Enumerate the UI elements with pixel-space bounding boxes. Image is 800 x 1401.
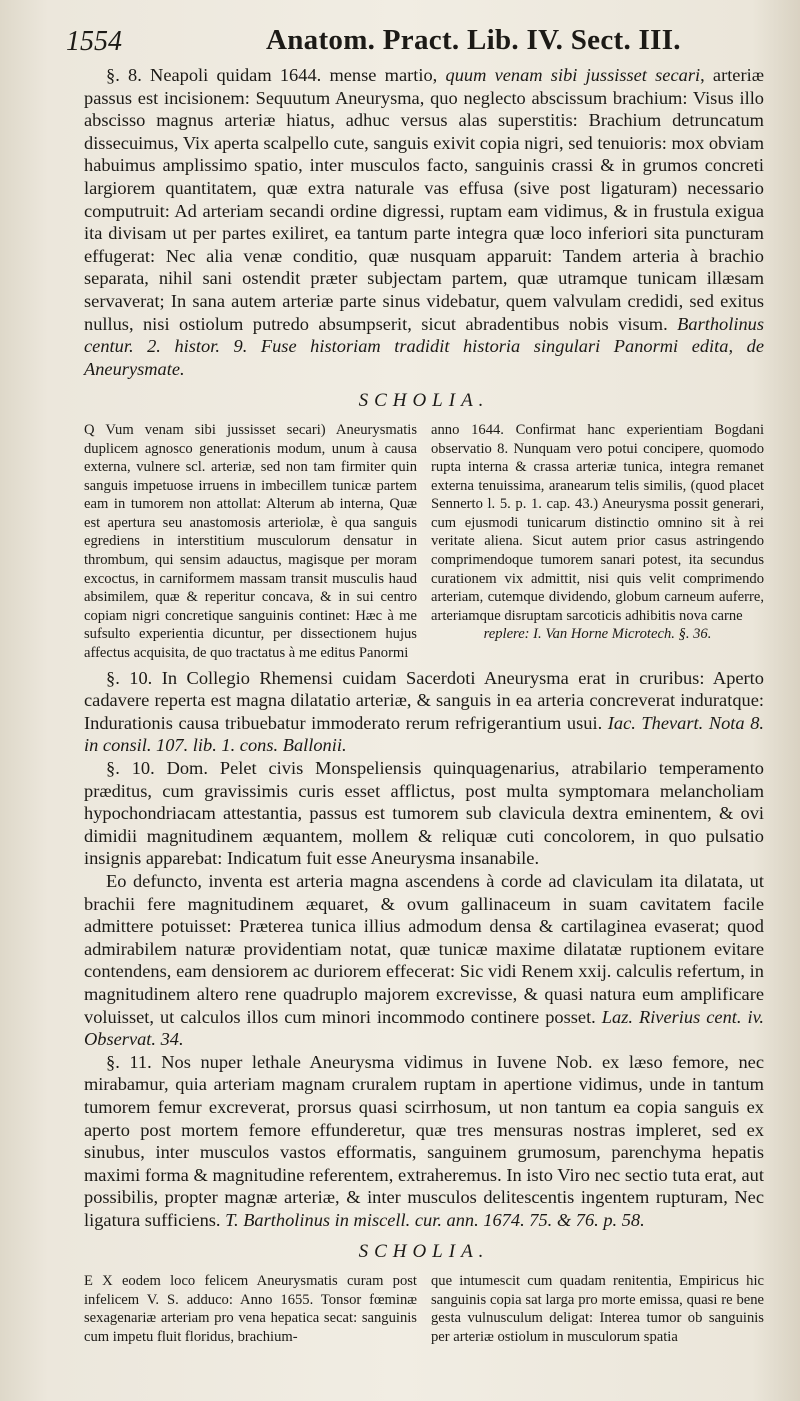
scholia-right-column bbox=[431, 421, 764, 663]
scholia-left-text: Q Vum venam sibi jussisset secari) Aneurysmatis duplicem agnosco generationis modum, unum à causa externa, vulnere scl. arteriæ, sed non tam firmiter quin sanguis impetuose irruens in imbecillem tunicæ partem eam in tumorem non attollat: Alterum ab interna, Quæ est apertura seu anastomosis arteriolæ, è qua sanguis egrediens in interstitium musculorum densatur in thrombum, qui sensim adauctus, magisque per moram excoctus, in carniformem massam transit musculis haud absimilem, quæ & reperitur concava, & in sui centro copiam nigri concretique sanguinis continet: Hæc à me sufsulto experientia dicuntur, per dissectionem hujus affectus acquisita, de quo tractatus à me editus Panormi bbox=[84, 421, 417, 662]
page-header bbox=[66, 24, 760, 64]
scholia-columns-1 bbox=[84, 421, 764, 663]
source-citation: Laz. Riverius cent. iv. Observat. 34. bbox=[84, 1006, 764, 1050]
paragraph-text-continued: , arteriæ passus est incisionem: Sequutum Aneurysma, quo neglecto abscissum brachium: Visus illo abscisso magnus arteriæ hiatus, adhuc versus alas superstitis: Brachium detruncatum dissecuimus, Vix aperta scalpello cute, sanguis exivit copia nigri, sed tenuioris: mox obviam habuimus amplissimo spatio, inter musculos facto, sanguinis crassi & in grumos concreti largiorem quantitatem, quæ extra naturale vas effusa (sive post ligaturam) necessario computruit: Ad arteriam secandi ordine digressi, ruptam eam vidimus, & in frustula exigua ita divisam ut per partes exiliret, ea tantum parte integra quæ loco inferiori sita puncturam effugerat: Nec alia venæ conditio, quæ nusquam apparuit: Tandem arteria à brachio separata, nihil sani ostendit præter subjectam partem, quæ utramque tunicam illæsam servaverat; In sana autem arteriæ parte sinus videbatur, quem valvulam credidi, sed exitus nullus, nisi ostiolum putredo absumpserit, sicut abradentibus nobis visum. bbox=[84, 65, 764, 334]
paragraph-text: §. 11. Nos nuper lethale Aneurysma vidimus in Iuvene Nob. ex læso femore, nec mirabamur, quia arteriam magnam cruralem ruptam in apertione vidimus, unde in tantum tumorem femur excreverat, prorsus quasi scirrhosum, ut non tantum ea copia sanguis ex aperto post mortem femore effunderetur, quæ tres mensuras nostras impleret, sed ex sinubus, inter musculos vastos efformatis, sanguinem grumosum, parenchyma hepatis maximi forma & magnitudine referentem, extraheremus. In isto Viro nec sectio tuta erat, aut possibilis, propter magnæ arteriæ, & inter musculos delitescentis ingentem rupturam, Nec ligatura sufficiens. bbox=[84, 1051, 764, 1230]
paragraph-text: §. 10. Dom. Pelet civis Monspeliensis quinquagenarius, atrabilario temperamento præditus, cum gravissimis curis esset afflictus, post multa symptomara melancholiam hypochondriacam attestantia, passus est tumorem sub clavicula dextra eminentem, & ovi dimidii magnitudinem æquantem, mollem & reliquæ cuti concolorem, in quo pulsatio insignis apparebat: Indicatum fuit esse Aneurysma insanabile. bbox=[84, 758, 764, 869]
inline-quote: quum venam sibi jussisset secari bbox=[445, 65, 701, 85]
page-number: 1554 bbox=[66, 26, 122, 57]
paragraph-text: §. 10. In Collegio Rhemensi cuidam Sacerdoti Aneurysma erat in cruribus: Aperto cadavere reperta est magna dilatatio arteriæ, & sanguis in ea arteria concreverat induratque: Indurationis causa tribuebatur immoderato rerum refrigerantium usui. bbox=[84, 667, 764, 733]
scholia-right-citation: replere: I. Van Horne Microtech. §. 36. bbox=[483, 626, 712, 643]
paragraph-section-10b bbox=[84, 757, 764, 870]
scholia-left-text: E X eodem loco felicem Aneurysmatis curam post infelicem V. S. adduco: Anno 1655. Tonsor fœminæ sexagenariæ arteriam pro vena hepatica secat: sanguinis cum impetu fluit floridus, brachium- bbox=[84, 1273, 417, 1345]
paragraph-section-10a bbox=[84, 667, 764, 757]
source-citation: Bartholinus centur. 2. histor. 9. Fuse historiam tradidit historia singulari Panormi edita, de Aneurysmate. bbox=[84, 313, 764, 379]
source-citation: Iac. Thevart. Nota 8. in consil. 107. lib. 1. cons. Ballonii. bbox=[84, 712, 764, 756]
source-citation: T. Bartholinus in miscell. cur. ann. 1674. 75. & 76. p. 58. bbox=[225, 1209, 645, 1230]
paragraph-section-8 bbox=[84, 64, 764, 380]
scholia-left-column bbox=[84, 421, 417, 663]
scholia-right-column bbox=[431, 1272, 764, 1346]
paragraph-text: §. 8. Neapoli quidam 1644. mense martio, bbox=[106, 65, 446, 85]
scholia-heading-1: SCHOLIA. bbox=[358, 390, 490, 412]
scholia-right-text: que intumescit cum quadam renitentia, Empiricus hic sanguinis copia sat larga pro morte emissa, quasi re bene gesta vulnusculum deligat: Interea tumor ob sanguinis per arteriæ ostiolum in musculorum spatia bbox=[431, 1273, 764, 1345]
paragraph-eo-defuncto bbox=[84, 870, 764, 1051]
scholia-right-text: anno 1644. Confirmat hanc experientiam Bogdani observatio 8. Nunquam vero potui concipere, quomodo rupta interna & crassa arteriæ tunica, integra remanet externa tenuissima, aranearum telis similis, (quod placet Sennerto l. 5. p. 1. cap. 43.) Aneurysma possit generari, cum ejusmodi tunicarum distinctio omnino sit à rei veritate aliena. Sicut autem prior casus astringendo comprimendoque tumorem sanari potest, ita secundus curationem vix admittit, nisi quis velit comprimendo arteriam, cutemque dividendo, globum carneum auferre, arteriamque disruptam sarcoticis adhibitis nova carne bbox=[431, 421, 764, 624]
running-title: Anatom. Pract. Lib. IV. Sect. III. bbox=[266, 24, 681, 56]
paragraph-section-11 bbox=[84, 1051, 764, 1232]
paragraph-text: Eo defuncto, inventa est arteria magna ascendens à corde ad claviculam ita dilatata, ut brachii fere magnitudinem æquaret, & ovum gallinaceum in suam cavitatem facile admittere potuisset: Præterea tunica illius admodum densa & cartilaginea evaserat; quod admirabilem naturæ providentiam notat, quæ tunicæ maxime dilatatæ ruptionem evitare contendens, eam densiorem ac duriorem effecerat: Sic vidi Renem xxij. calculis refertum, in magnitudinem altero rene quadruplo majorem excrevisse, & quasi natura eum amplificare voluisset, ut calculos illos cum minori incommodo continere posset. bbox=[84, 870, 764, 1027]
scholia-left-column bbox=[84, 1272, 417, 1346]
scholia-columns-2 bbox=[84, 1272, 764, 1346]
scholia-heading-2: SCHOLIA. bbox=[358, 1241, 490, 1263]
page-body bbox=[84, 64, 764, 1346]
